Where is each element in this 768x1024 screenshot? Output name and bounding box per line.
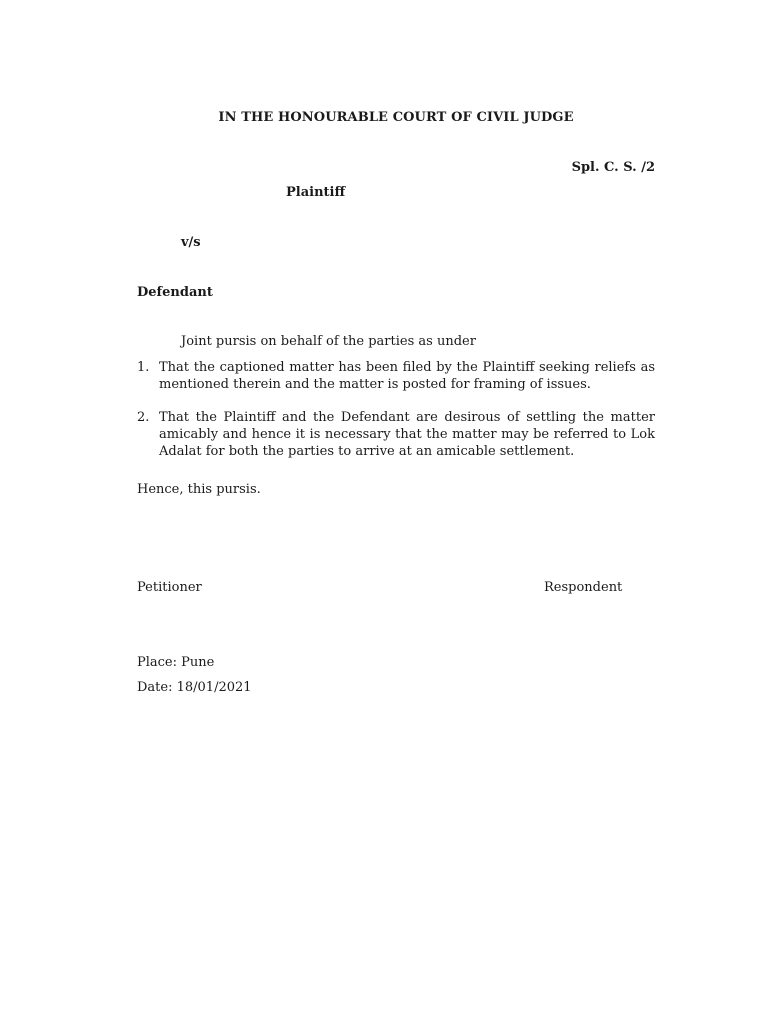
petitioner-signature-label: Petitioner — [137, 580, 202, 595]
plaintiff-label: Plaintiff — [286, 185, 346, 200]
list-item — [137, 409, 655, 460]
point-text: That the Plaintiff and the Defendant are desirous of settling the matter amicably and hence it is necessary that the matter may be referred to Lok Adalat for both the parties to arrive at an amicable settlement. — [159, 410, 655, 459]
point-text: That the captioned matter has been filed by the Plaintiff seeking reliefs as mentioned therein and the matter is posted for framing of issues. — [159, 360, 655, 392]
case-number: Spl. C. S. /2 — [571, 160, 655, 175]
closing-text: Hence, this pursis. — [137, 482, 261, 497]
place-line: Place: Pune — [137, 655, 215, 670]
points-list — [137, 359, 655, 460]
point-number: 2. — [137, 410, 150, 425]
court-title: IN THE HONOURABLE COURT OF CIVIL JUDGE — [218, 110, 574, 125]
date-line: Date: 18/01/2021 — [137, 680, 252, 695]
versus-label: v/s — [181, 235, 201, 250]
respondent-signature-label: Respondent — [544, 580, 623, 595]
point-number: 1. — [137, 360, 150, 375]
defendant-label: Defendant — [137, 285, 213, 300]
intro-text: Joint pursis on behalf of the parties as under — [181, 334, 476, 349]
list-item — [137, 359, 655, 393]
